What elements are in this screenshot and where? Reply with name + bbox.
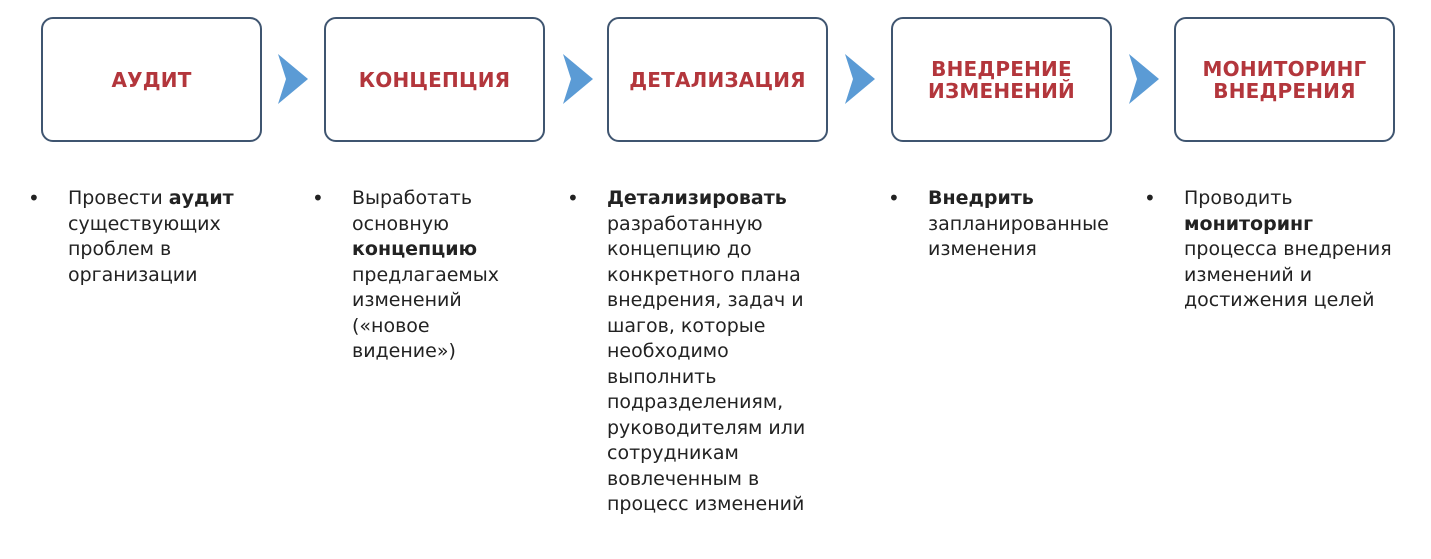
description-text [68, 186, 234, 288]
description-line [607, 416, 805, 442]
description-line [607, 314, 805, 340]
stage-title-line: ДЕТАЛИЗАЦИЯ [629, 67, 806, 92]
chevron-arrow-icon [278, 54, 308, 104]
description-text [607, 186, 805, 518]
description-run: подразделениям, [607, 391, 784, 413]
stage-box-audit [41, 17, 262, 142]
description-line [607, 339, 805, 365]
description-run: конкретного плана [607, 263, 801, 286]
stage-title-line: АУДИТ [111, 67, 192, 92]
description-line [352, 212, 499, 238]
description-run: внедрения, задач и [607, 289, 804, 311]
description-line [1184, 288, 1392, 314]
bullet-icon: • [1144, 186, 1156, 210]
description-keyword: мониторинг [1184, 212, 1314, 235]
description-run: видение») [352, 340, 456, 362]
stage-title-audit [111, 69, 191, 91]
stage-box-concept [324, 17, 545, 142]
description-line [607, 441, 805, 467]
description-line [1184, 263, 1392, 289]
description-run: необходимо [607, 340, 729, 362]
description-run: концепцию до [607, 238, 752, 260]
bullet-icon: • [567, 186, 579, 210]
stage-title-line: МОНИТОРИНГ [1202, 56, 1367, 81]
bullet-icon: • [312, 186, 324, 210]
description-line [607, 237, 805, 263]
description-run: руководителям или [607, 416, 806, 439]
description-run: запланированные [928, 212, 1109, 235]
description-line [607, 212, 805, 238]
description-run: основную [352, 212, 449, 235]
description-run: предлагаемых [352, 263, 499, 286]
description-run: изменений и [1184, 263, 1313, 286]
description-run: Провести [68, 187, 169, 209]
description-run: изменения [928, 238, 1037, 260]
description-line [352, 186, 499, 212]
description-line [68, 263, 234, 289]
description-line [607, 390, 805, 416]
description-line [1184, 186, 1392, 212]
description-line [352, 288, 499, 314]
description-run: Проводить [1184, 187, 1293, 209]
description-run: проблем в [68, 238, 172, 260]
description-run: достижения целей [1184, 289, 1375, 311]
description-keyword: аудит [168, 187, 234, 209]
stage-title-implementation [928, 58, 1075, 102]
description-line [607, 186, 805, 212]
description-run: организации [68, 263, 198, 286]
description-line [1184, 237, 1392, 263]
stage-title-line: ВНЕДРЕНИЯ [1213, 78, 1356, 103]
bullet-icon: • [28, 186, 40, 210]
stage-box-detailing [607, 17, 828, 142]
description-line [607, 492, 805, 518]
stage-title-line: ИЗМЕНЕНИЙ [928, 78, 1075, 103]
description-keyword: Внедрить [928, 187, 1034, 209]
description-run: выполнить [607, 365, 717, 388]
description-line [352, 339, 499, 365]
description-line [607, 288, 805, 314]
description-line [1184, 212, 1392, 238]
chevron-arrow-icon [845, 54, 875, 104]
description-line [68, 186, 234, 212]
description-line [352, 237, 499, 263]
chevron-arrow-icon [563, 54, 593, 104]
description-run: изменений [352, 289, 462, 311]
description-line [352, 263, 499, 289]
description-line [607, 365, 805, 391]
stage-title-monitoring [1203, 58, 1367, 102]
description-text [928, 186, 1109, 263]
description-line [607, 467, 805, 493]
description-run: вовлеченным в [607, 467, 760, 490]
bullet-icon: • [888, 186, 900, 210]
description-text [1184, 186, 1392, 314]
description-run: («новое [352, 314, 430, 337]
description-keyword: Детализировать [607, 187, 787, 209]
stage-box-implementation [891, 17, 1112, 142]
stage-title-concept [359, 69, 511, 91]
stage-title-line: КОНЦЕПЦИЯ [358, 67, 511, 92]
stage-title-line: ВНЕДРЕНИЕ [931, 56, 1072, 81]
description-run: процесса внедрения [1184, 238, 1392, 260]
description-line [928, 212, 1109, 238]
description-line [352, 314, 499, 340]
description-run: Выработать [352, 187, 473, 209]
description-line [68, 237, 234, 263]
description-keyword: концепцию [352, 238, 478, 260]
description-text [352, 186, 499, 365]
description-line [68, 212, 234, 238]
description-line [928, 186, 1109, 212]
description-run: существующих [68, 212, 221, 235]
description-line [607, 263, 805, 289]
description-run: процесс изменений [607, 493, 805, 515]
description-run: разработанную [607, 212, 763, 235]
description-run: шагов, которые [607, 314, 766, 337]
stage-box-monitoring [1174, 17, 1395, 142]
stage-title-detailing [629, 69, 806, 91]
chevron-arrow-icon [1129, 54, 1159, 104]
description-run: сотрудникам [607, 442, 739, 464]
description-line [928, 237, 1109, 263]
